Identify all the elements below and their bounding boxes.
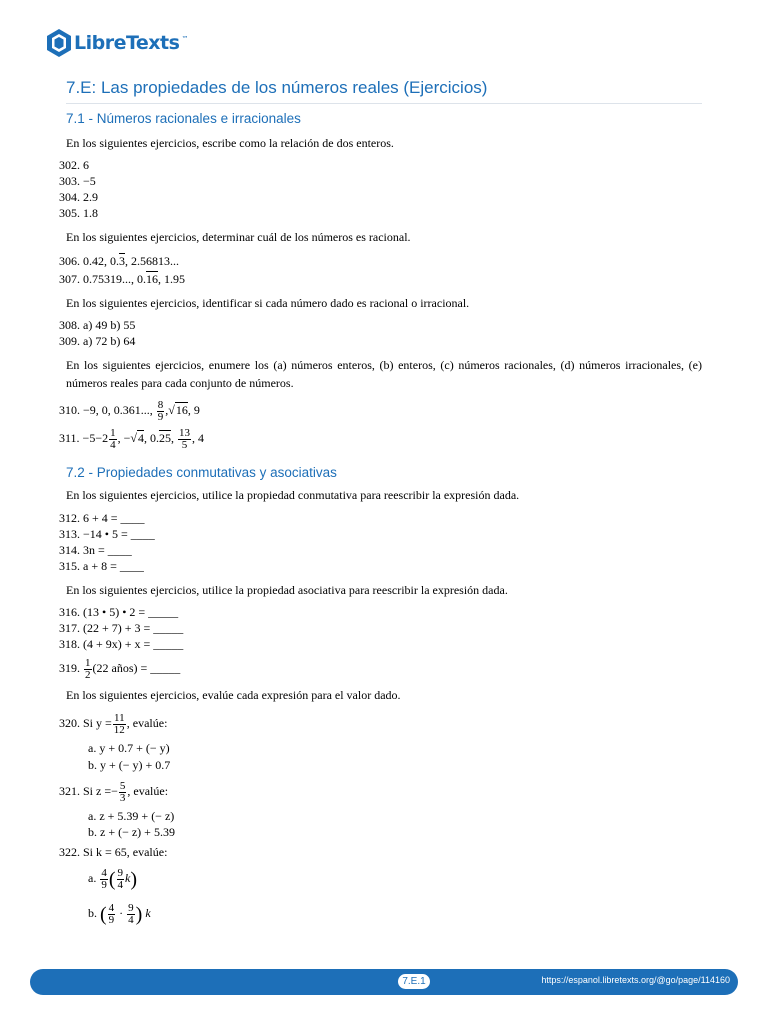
exercise-text: , bbox=[165, 403, 169, 417]
exercise-322-a: a. $\frac{4}{9}$ ( $\frac{9}{4}$ k) bbox=[88, 866, 137, 891]
libretexts-logo-icon bbox=[46, 28, 72, 58]
repeating-digits: 3 bbox=[119, 254, 125, 268]
fraction bbox=[108, 903, 116, 926]
exercise-322-b: b. ( $\frac{4}{9}$ · $\frac{9}{4}$ ) k bbox=[88, 901, 151, 926]
variable-k: k bbox=[125, 871, 131, 885]
denominator: 4 bbox=[110, 438, 116, 451]
section-heading-7-1: 7.1 - Números racionales e irracionales bbox=[66, 111, 301, 126]
exercise-304: 304. 2.9 bbox=[59, 190, 98, 204]
exercise-text: , − bbox=[117, 431, 131, 445]
denominator: 3 bbox=[119, 791, 126, 804]
radicand: 16 bbox=[175, 403, 188, 417]
exercise-303: 303. −5 bbox=[59, 174, 96, 188]
numerator: 4 bbox=[101, 866, 107, 879]
numerator: 4 bbox=[108, 901, 115, 914]
exercise-321 bbox=[59, 776, 168, 806]
fraction bbox=[127, 903, 135, 926]
denominator: 12 bbox=[113, 723, 125, 736]
exercise-320-b: b. y + (− y) + 0.7 bbox=[88, 758, 171, 772]
page-url-link[interactable]: https://espanol.libretexts.org/@go/page/114160 bbox=[541, 975, 730, 985]
exercise-text: , evalúe: bbox=[126, 716, 168, 730]
section-heading-7-2: 7.2 - Propiedades conmutativas y asociativas bbox=[66, 465, 337, 480]
exercise-308: 308. a) 49 b) 55 bbox=[59, 318, 136, 332]
exercise-321-b: b. z + (− z) + 5.39 bbox=[88, 825, 175, 839]
exercise-314: 314. 3n = ____ bbox=[59, 543, 132, 557]
fraction bbox=[117, 868, 125, 891]
logo-trademark: ™ bbox=[181, 35, 189, 43]
logo-text: LibreTexts bbox=[74, 32, 180, 54]
exercise-306 bbox=[59, 253, 179, 269]
instruction-text: En los siguientes ejercicios, utilice la propiedad conmutativa para reescribir la expresión dada. bbox=[66, 488, 520, 502]
exercise-320-a: a. y + 0.7 + (− y) bbox=[88, 741, 170, 755]
exercise-315: 315. a + 8 = ____ bbox=[59, 559, 144, 573]
denominator: 4 bbox=[128, 913, 134, 926]
exercise-text: 310. −9, 0, 0.361..., bbox=[59, 403, 153, 417]
page-title: 7.E: Las propiedades de los números reales (Ejercicios) bbox=[66, 78, 702, 104]
exercise-320 bbox=[59, 708, 167, 738]
page-footer bbox=[30, 969, 738, 995]
item-label: b. bbox=[88, 906, 97, 920]
radicand: 4 bbox=[137, 431, 144, 445]
exercise-text: , evalúe: bbox=[127, 784, 169, 798]
exercise-305: 305. 1.8 bbox=[59, 206, 98, 220]
page-number: 7.E.1 bbox=[398, 974, 430, 989]
multiply-dot: · bbox=[119, 906, 124, 920]
denominator: 5 bbox=[181, 438, 188, 451]
exercise-313: 313. −14 • 5 = ____ bbox=[59, 527, 155, 541]
exercise-text: (22 años) = _____ bbox=[92, 661, 181, 675]
exercise-309: 309. a) 72 b) 64 bbox=[59, 334, 136, 348]
instruction-text: En los siguientes ejercicios, evalúe cada expresión para el valor dado. bbox=[66, 688, 401, 702]
exercise-text: 321. Si z =− bbox=[59, 784, 118, 798]
fraction bbox=[178, 428, 191, 451]
exercise-text: 319. bbox=[59, 661, 80, 675]
fraction bbox=[84, 658, 92, 681]
exercise-text: , 2.56813... bbox=[125, 254, 179, 268]
instruction-text: En los siguientes ejercicios, utilice la propiedad asociativa para reescribir la expresión dada. bbox=[66, 583, 508, 597]
numerator: 9 bbox=[128, 901, 134, 914]
fraction bbox=[119, 781, 127, 804]
numerator: 13 bbox=[178, 426, 190, 439]
numerator: 11 bbox=[113, 711, 125, 724]
denominator: 9 bbox=[108, 913, 115, 926]
libretexts-logo[interactable] bbox=[46, 28, 188, 58]
repeating-digits: 25 bbox=[158, 431, 171, 445]
exercise-302: 302. 6 bbox=[59, 158, 89, 172]
numerator: 8 bbox=[157, 398, 164, 411]
denominator: 9 bbox=[101, 878, 107, 891]
exercise-310: 310. −9, 0, 0.361..., $\frac{8}{9}$ ,√16, 9 bbox=[59, 398, 200, 423]
instruction-text: En los siguientes ejercicios, escribe como la relación de dos enteros. bbox=[66, 136, 394, 150]
exercise-text: , 9 bbox=[187, 403, 200, 417]
denominator: 2 bbox=[85, 668, 91, 681]
exercise-text: 307. 0.75319..., 0. bbox=[59, 272, 146, 286]
denominator: 4 bbox=[117, 878, 123, 891]
exercise-text: 306. 0.42, 0. bbox=[59, 254, 119, 268]
fraction bbox=[157, 400, 165, 423]
exercise-307 bbox=[59, 271, 185, 287]
exercise-319 bbox=[59, 654, 180, 682]
exercise-text: 320. Si y = bbox=[59, 716, 112, 730]
numerator: 9 bbox=[117, 866, 123, 879]
numerator: 1 bbox=[85, 656, 91, 669]
instruction-text: En los siguientes ejercicios, identificar si cada número dado es racional o irracional. bbox=[66, 296, 470, 310]
exercise-321-a: a. z + 5.39 + (− z) bbox=[88, 809, 175, 823]
variable-k: k bbox=[145, 906, 151, 920]
exercise-322: 322. Si k = 65, evalúe: bbox=[59, 845, 168, 859]
repeating-digits: 16 bbox=[146, 272, 158, 286]
numerator: 1 bbox=[110, 426, 116, 439]
fraction bbox=[100, 868, 108, 891]
fraction bbox=[113, 713, 126, 736]
instruction-text: En los siguientes ejercicios, determinar cuál de los números es racional. bbox=[66, 230, 411, 244]
exercise-text: 311. −5−2 bbox=[59, 431, 109, 445]
exercise-317: 317. (22 + 7) + 3 = _____ bbox=[59, 621, 184, 635]
instruction-text: En los siguientes ejercicios, enumere los (a) números enteros, (b) enteros, (c) números racionales, (d) números irracionales, (e) números reales para cada conjunto de números. bbox=[66, 358, 702, 390]
fraction bbox=[109, 428, 117, 451]
exercise-311: 311. −5−2 $\frac{1}{4}$ , −√4, 0.25, $\frac{13}{5}$ , 4 bbox=[59, 426, 204, 451]
exercise-312: 312. 6 + 4 = ____ bbox=[59, 511, 145, 525]
exercise-318: 318. (4 + 9x) + x = _____ bbox=[59, 637, 184, 651]
exercise-text: , 1.95 bbox=[158, 272, 185, 286]
denominator: 9 bbox=[157, 410, 164, 423]
numerator: 5 bbox=[119, 779, 126, 792]
exercise-316: 316. (13 • 5) • 2 = _____ bbox=[59, 605, 179, 619]
item-label: a. bbox=[88, 871, 97, 885]
exercise-text: , bbox=[170, 431, 174, 445]
exercise-text: , 0. bbox=[143, 431, 159, 445]
exercise-text: , 4 bbox=[191, 431, 204, 445]
